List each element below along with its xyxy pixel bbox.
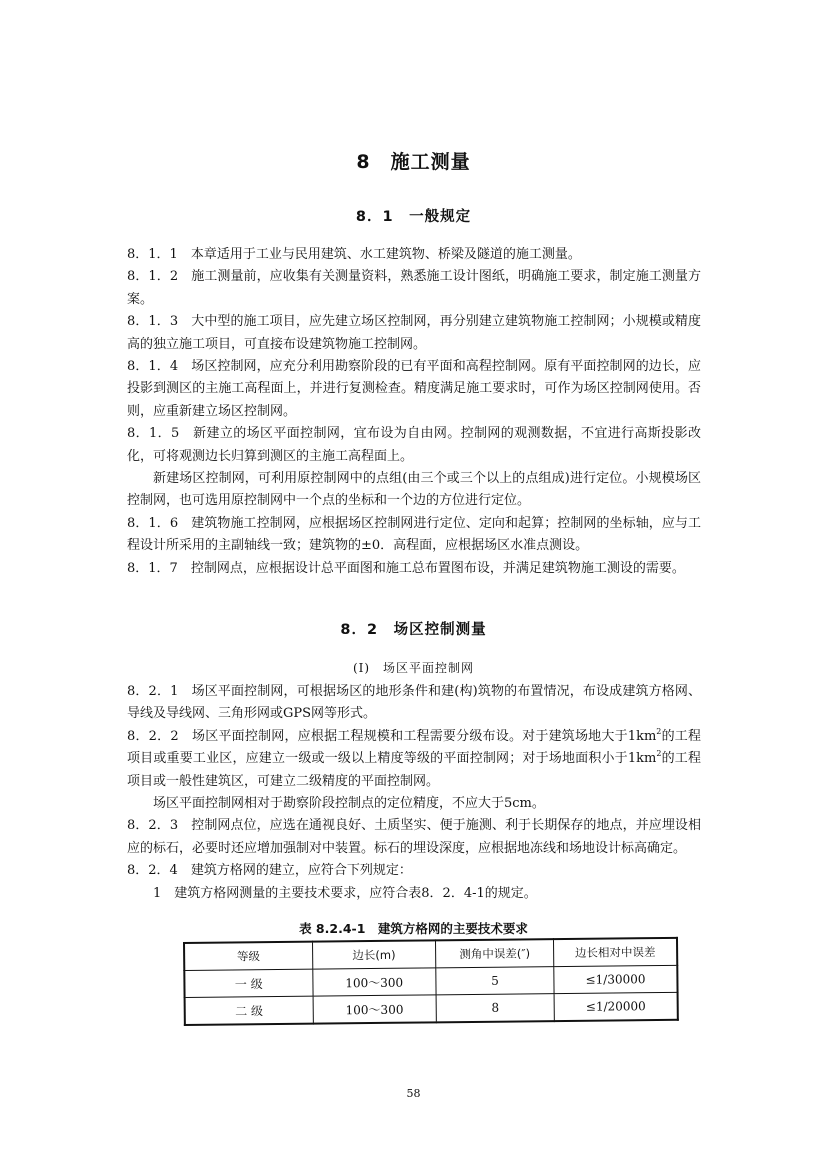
chapter-title: 8 施工测量 bbox=[356, 151, 471, 173]
subsection-title-plane-control: (Ⅰ) 场区平面控制网 bbox=[352, 661, 475, 675]
clause-8-1-5: 8．1．5 新建立的场区平面控制网，宜布设为自由网。控制网的观测数据，不宜进行高斯投影改化，可将观测边长归算到测区的主施工高程面上。 bbox=[127, 426, 701, 464]
table-container bbox=[183, 937, 679, 1026]
section-general-body bbox=[127, 244, 701, 580]
section-title-general: 8．1 一般规定 bbox=[355, 209, 472, 225]
clause-8-2-2-part1: 8．2．2 场区平面控制网，应根据工程规模和工程需要分级布设。对于建筑场地大于1km bbox=[127, 728, 657, 744]
clause-8-1-2: 8．1．2 施工测量前，应收集有关测量资料，熟悉施工设计图纸，明确施工要求，制定施工测量方案。 bbox=[127, 269, 701, 307]
page-number: 58 bbox=[406, 1087, 421, 1100]
spec-table bbox=[183, 937, 679, 1026]
clause-8-1-7: 8．1．7 控制网点，应根据设计总平面图和施工总布置图布设，并满足建筑物施工测设的需要。 bbox=[127, 560, 685, 576]
clause-8-1-5-note: 新建场区控制网，可利用原控制网中的点组(由三个或三个以上的点组成)进行定位。小规模场区控制网，也可选用原控制网中一个点的坐标和一个边的方位进行定位。 bbox=[127, 471, 701, 509]
cell-side-length: 100～300 bbox=[312, 968, 436, 996]
clause-8-2-1: 8．2．1 场区平面控制网，可根据场区的地形条件和建(构)筑物的布置情况，布设成建筑方格网、导线及导线网、三角形网或GPS网等形式。 bbox=[127, 684, 701, 722]
clause-8-1-4: 8．1．4 场区控制网，应充分利用勘察阶段的已有平面和高程控制网。原有平面控制网的边长，应投影到测区的主施工高程面上，并进行复测检查。精度满足施工要求时，可作为场区控制网使用。否则，应重新建立场区控制网。 bbox=[127, 359, 701, 419]
header-relative-error: 边长相对中误差 bbox=[554, 938, 678, 967]
clause-8-1-1: 8．1．1 本章适用于工业与民用建筑、水工建筑物、桥梁及隧道的施工测量。 bbox=[127, 247, 581, 262]
cell-angle-error: 5 bbox=[436, 967, 555, 995]
clause-8-2-4: 8．2．4 建筑方格网的建立，应符合下列规定： bbox=[127, 863, 412, 879]
cell-relative-error: ≤1/20000 bbox=[554, 992, 678, 1021]
cell-side-length: 100～300 bbox=[313, 995, 437, 1024]
clause-8-2-2-note: 场区平面控制网相对于勘察阶段控制点的定位精度，不应大于5cm。 bbox=[153, 796, 545, 812]
clause-8-2-2-part3: 的工程项目或一般性建筑区，可建立二级精度的平面控制网。 bbox=[127, 751, 701, 789]
clause-8-2-2-part2: 的工程项目或重要工业区，应建立一级或一级以上精度等级的平面控制网；对于场地面积小于1km bbox=[127, 728, 701, 767]
superscript-square: 2 bbox=[656, 726, 662, 736]
clause-8-2-4-item-1: 1 建筑方格网测量的主要技术要求，应符合表8．2．4-1的规定。 bbox=[153, 885, 537, 901]
clause-8-1-3: 8．1．3 大中型的施工项目，应先建立场区控制网，再分别建立建筑物施工控制网；小规模或精度高的独立施工项目，可直接布设建筑物施工控制网。 bbox=[127, 314, 701, 352]
header-side-length: 边长(m) bbox=[312, 940, 436, 969]
cell-grade: 二 级 bbox=[185, 996, 313, 1025]
clause-8-1-6: 8．1．6 建筑物施工控制网，应根据场区控制网进行定位、定向和起算；控制网的坐标轴，应与工程设计所采用的主副轴线一致；建筑物的±0．高程面，应根据场区水准点测设。 bbox=[127, 515, 701, 554]
clause-8-2-3: 8．2．3 控制网点位，应选在通视良好、土质坚实、便于施测、利于长期保存的地点，并应埋设相应的标石，必要时还应增加强制对中装置。标石的埋设深度，应根据地冻线和场地设计标高确定。 bbox=[127, 818, 701, 856]
table-caption: 表 8.2.4-1 建筑方格网的主要技术要求 bbox=[299, 921, 528, 936]
header-grade: 等级 bbox=[184, 942, 312, 971]
cell-grade: 一 级 bbox=[184, 969, 312, 997]
section-site-control-body bbox=[127, 681, 701, 905]
superscript-square: 2 bbox=[656, 749, 662, 759]
cell-angle-error: 8 bbox=[436, 994, 555, 1023]
section-title-site-control: 8．2 场区控制测量 bbox=[340, 622, 487, 638]
cell-relative-error: ≤1/30000 bbox=[554, 965, 678, 993]
table-row bbox=[185, 992, 678, 1025]
header-angle-error: 测角中误差(″) bbox=[435, 939, 554, 968]
clause-8-2-2 bbox=[127, 726, 701, 793]
